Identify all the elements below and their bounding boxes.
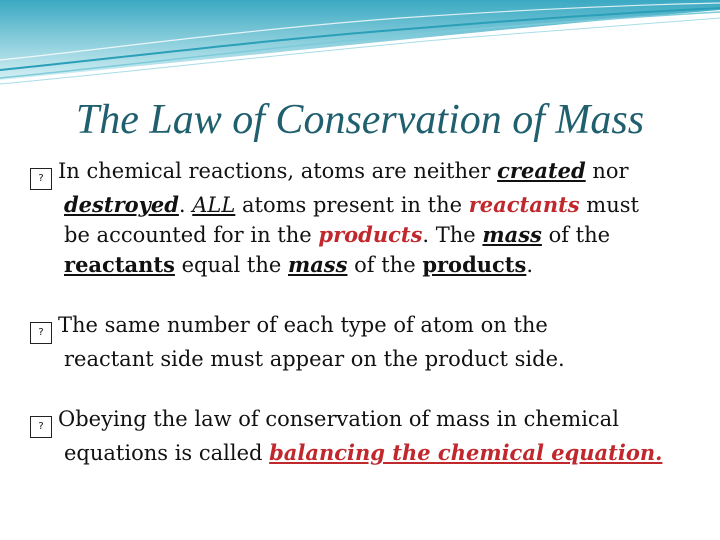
- text-run: of the: [541, 223, 611, 247]
- bullet-line: [30, 310, 710, 344]
- emphasis-created: created: [497, 158, 586, 183]
- bullet-line: [30, 250, 710, 280]
- text-run: be accounted for in the: [64, 223, 319, 247]
- text-run: The same number of each type of atom on the: [58, 313, 548, 337]
- bullet-marker-icon: ?: [30, 322, 52, 344]
- emphasis-reactants-underlined: reactants: [64, 252, 175, 277]
- text-run: nor: [585, 159, 629, 183]
- emphasis-reactants: reactants: [468, 192, 580, 217]
- bullet-line: [30, 404, 710, 438]
- bullet-line: [30, 220, 710, 250]
- bullet-line: [30, 344, 710, 374]
- emphasis-products-underlined: products: [422, 252, 527, 277]
- text-run: reactant side must appear on the product side.: [64, 347, 565, 371]
- text-run: must: [579, 193, 639, 217]
- emphasis-products: products: [318, 222, 423, 247]
- bullet-balancing: [30, 404, 710, 468]
- text-run: of the: [347, 253, 423, 277]
- text-run: . The: [422, 223, 483, 247]
- emphasis-all: ALL: [192, 193, 236, 217]
- emphasis-mass: mass: [482, 222, 542, 247]
- bullet-line: [30, 438, 710, 468]
- header-wave-decoration: [0, 0, 720, 95]
- bullet-conservation-statement: [30, 156, 710, 280]
- text-run: .: [178, 193, 193, 217]
- text-run: equations is called: [64, 441, 270, 465]
- bullet-marker-icon: ?: [30, 416, 52, 438]
- text-run: equal the: [174, 253, 288, 277]
- bullet-line: [30, 190, 710, 220]
- text-run: atoms present in the: [235, 193, 469, 217]
- emphasis-mass: mass: [287, 252, 348, 277]
- text-run: Obeying the law of conservation of mass in chemical: [58, 407, 619, 431]
- text-run: In chemical reactions, atoms are neither: [58, 159, 498, 183]
- emphasis-balancing-term: balancing the chemical equation.: [269, 440, 663, 465]
- bullet-line: [30, 156, 710, 190]
- bullet-marker-icon: ?: [30, 168, 52, 190]
- emphasis-destroyed: destroyed: [64, 192, 179, 217]
- bullet-atom-count: [30, 310, 710, 374]
- text-run: .: [526, 253, 534, 277]
- slide-title: The Law of Conservation of Mass: [75, 97, 645, 143]
